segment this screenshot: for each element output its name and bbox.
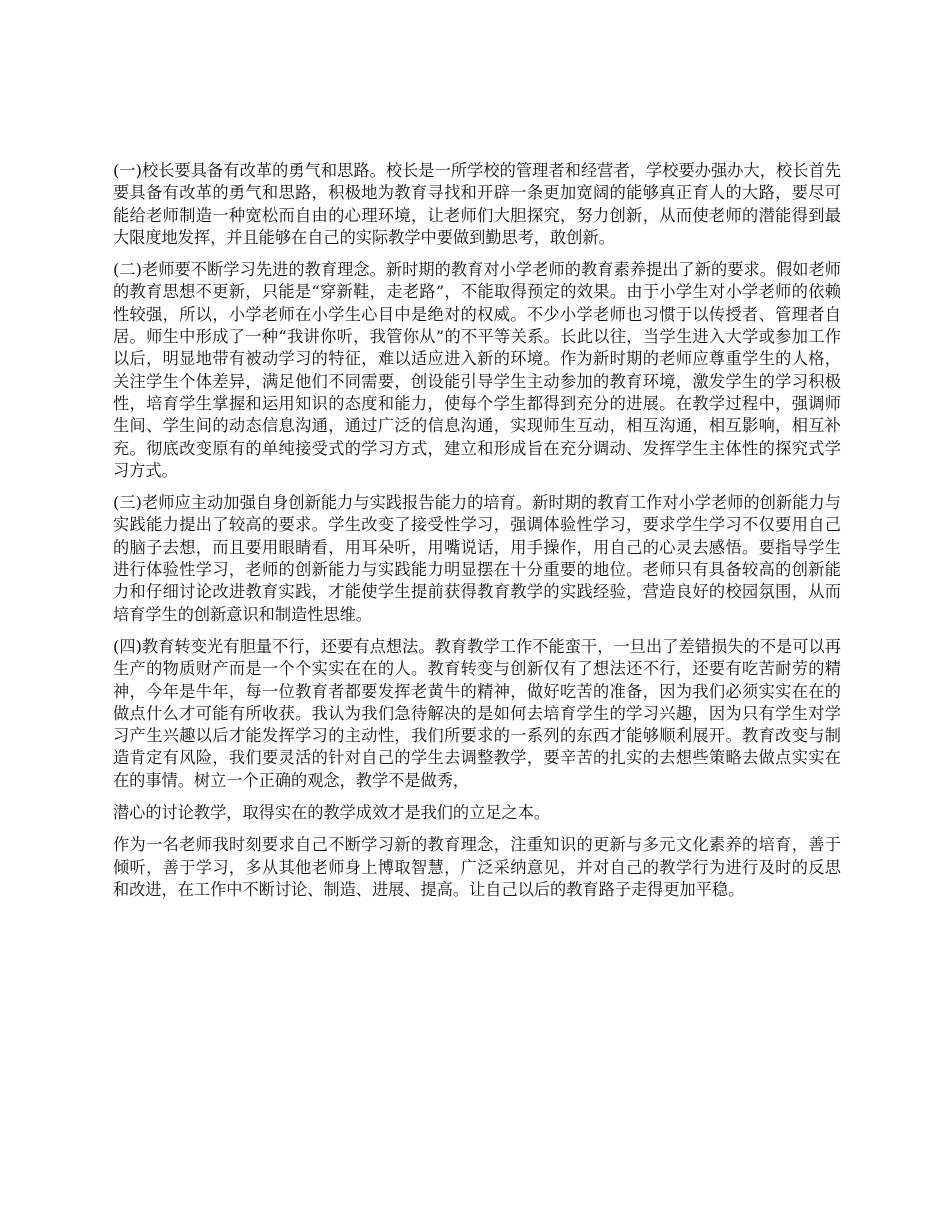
paragraph-teacher-innovation: (三)老师应主动加强自身创新能力与实践报告能力的培育。新时期的教育工作对小学老师的创新能力与实践能力提出了较高的要求。学生改变了接受性学习，强调体验性学习，要求学生学习不仅要用自己的脑子去想，而且要用眼睛看，用耳朵听，用嘴说话，用手操作，用自己的心灵去感悟。要指导学生进行体验性学习，老师的创新能力与实践能力明显摆在十分重要的地位。老师只有具备较高的创新能力和仔细讨论改进教育实践，才能使学生提前获得教育教学的实践经验，营造良好的校园氛围，从而培育学生的创新意识和制造性思维。 — [113, 493, 841, 624]
paragraph-self-requirement: 作为一名老师我时刻要求自己不断学习新的教育理念，注重知识的更新与多元文化素养的培育，善于倾听，善于学习，多从其他老师身上博取智慧，广泛采纳意见，并对自己的教学行为进行及时的反思和改进，在工作中不断讨论、制造、进展、提高。让自己以后的教育路子走得更加平稳。 — [113, 835, 841, 899]
paragraph-teacher-learning: (二)老师要不断学习先进的教育理念。新时期的教育对小学老师的教育素养提出了新的要求。假如老师的教育思想不更新，只能是“穿新鞋，走老路”，不能取得预定的效果。由于小学生对小学老师的依赖性较强，所以，小学老师在小学生心目中是绝对的权威。不少小学老师也习惯于以传授者、管理者自居。师生中形成了一种“我讲你听，我管你从”的不平等关系。长此以往，当学生进入大学或参加工作以后，明显地带有被动学习的特征，难以适应进入新的环境。作为新时期的老师应尊重学生的人格，关注学生个体差异，满足他们不同需要，创设能引导学生主动参加的教育环境，激发学生的学习积极性，培育学生掌握和运用知识的态度和能力，使每个学生都得到充分的进展。在教学过程中，强调师生间、学生间的动态信息沟通，通过广泛的信息沟通，实现师生互动，相互沟通，相互影响，相互补充。彻底改变原有的单纯接受式的学习方式，建立和形成旨在充分调动、发挥学生主体性的探究式学习方式。 — [113, 260, 841, 480]
paragraph-education-change: (四)教育转变光有胆量不行，还要有点想法。教育教学工作不能蛮干，一旦出了差错损失的不是可以再生产的物质财产而是一个个实实在在的人。教育转变与创新仅有了想法还不行，还要有吃苦耐劳的精神，今年是牛年，每一位教育者都要发挥老黄牛的精神，做好吃苦的准备，因为我们必须实实在在的做点什么才可能有所收获。我认为我们急待解决的是如何去培育学生的学习兴趣，因为只有学生对学习产生兴趣以后才能发挥学习的主动性，我们所要求的一系列的东西才能够顺利展开。教育改变与制造肯定有风险，我们要灵活的针对自己的学生去调整教学，要辛苦的扎实的去想些策略去做点实实在在的事情。树立一个正确的观念，教学不是做秀， — [113, 636, 841, 790]
paragraph-foundation: 潜心的讨论教学，取得实在的教学成效才是我们的立足之本。 — [113, 803, 551, 823]
paragraph-school-principal: (一)校长要具备有改革的勇气和思路。校长是一所学校的管理者和经营者，学校要办强办大，校长首先要具备有改革的勇气和思路，积极地为教育寻找和开辟一条更加宽阔的能够真正育人的大路，要尽可能给老师制造一种宽松而自由的心理环境，让老师们大胆探究，努力创新，从而使老师的潜能得到最大限度地发挥，并且能够在自己的实际教学中要做到勤思考，敢创新。 — [113, 161, 841, 247]
document-body — [113, 160, 841, 911]
